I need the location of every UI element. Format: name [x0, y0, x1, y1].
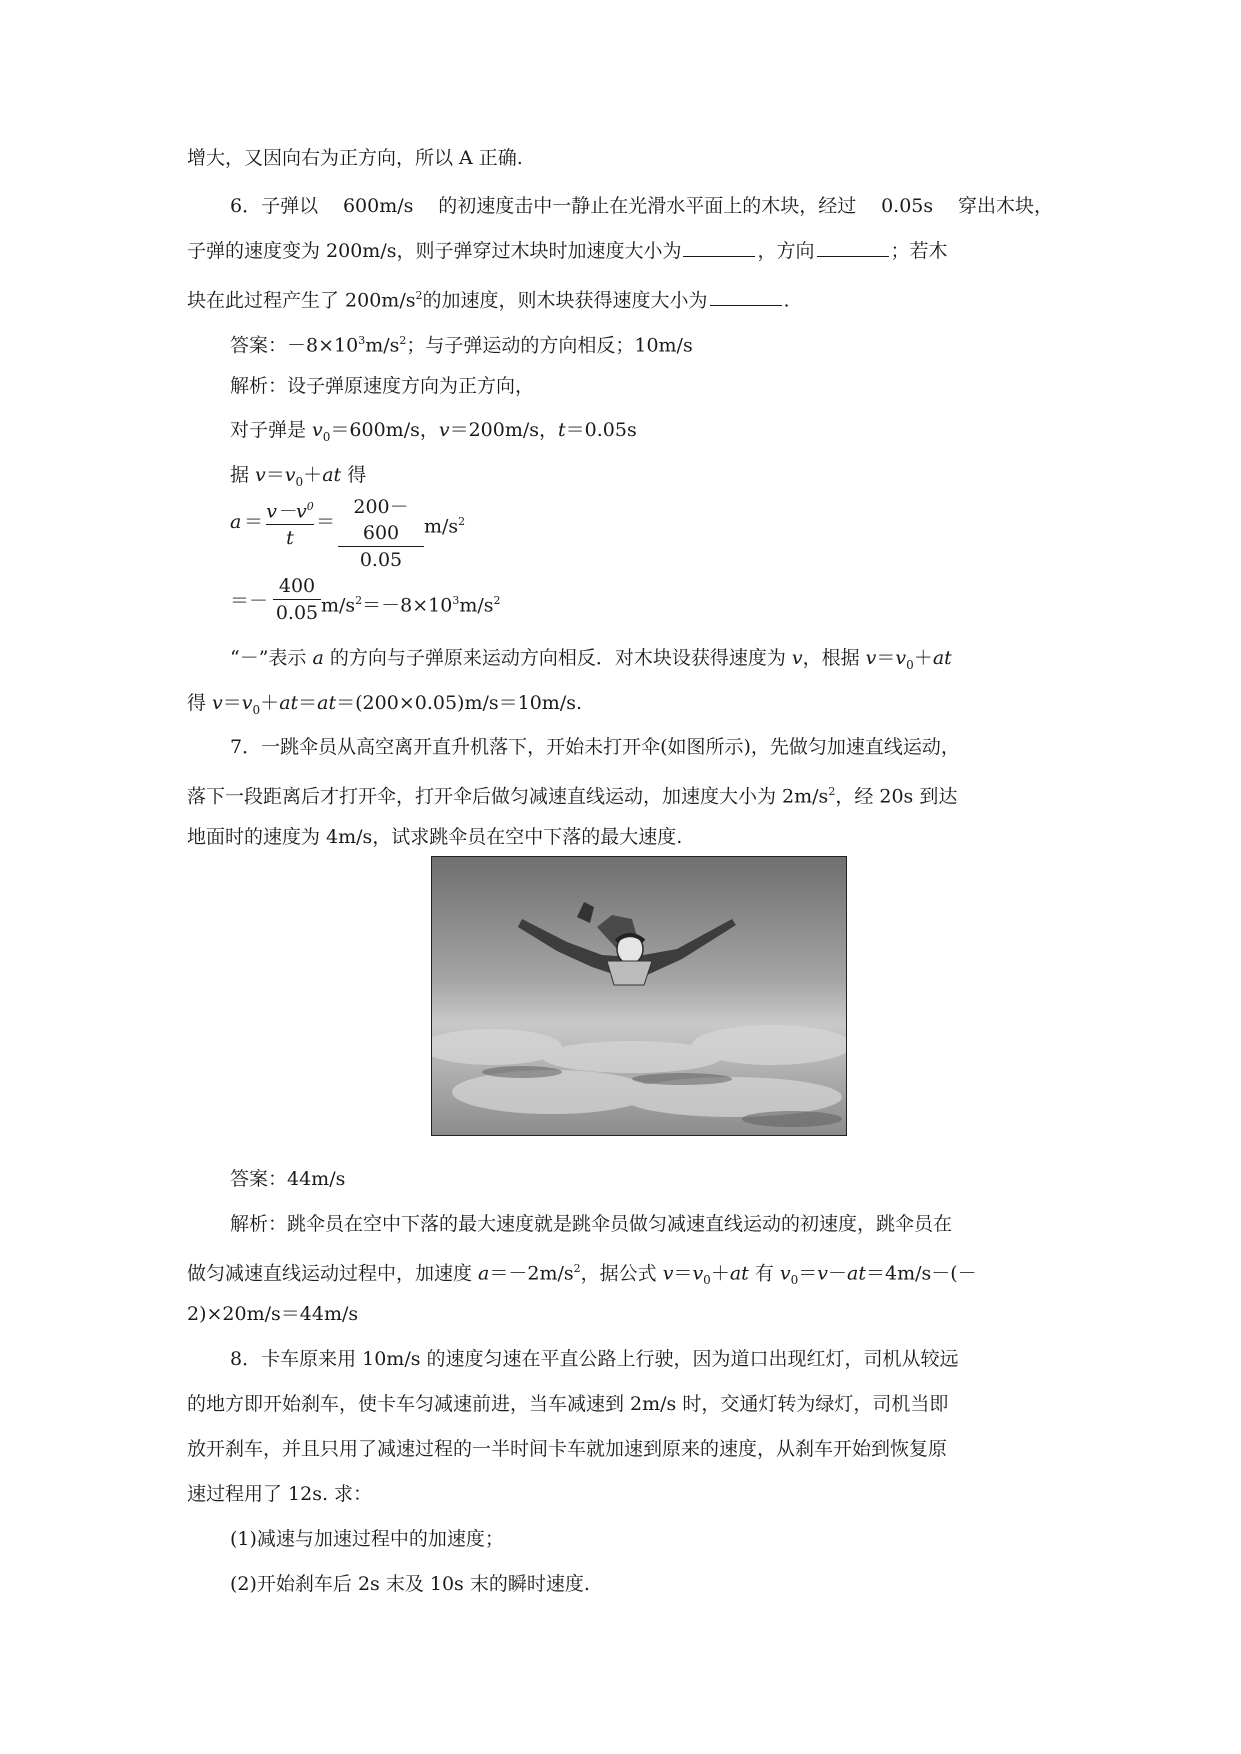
question-6-line-3: 块在此过程产生了 $200m/s^2$的加速度，则木块获得速度大小为 .	[187, 289, 790, 312]
solution-6-line-1: 解析：设子弹原速度方向为正方向，	[230, 375, 535, 397]
text-line: 增大，又因向右为正方向，所以 A 正确.	[187, 147, 523, 169]
question-6-line-1: 6．子弹以 600m/s 的初速度击中一静止在光滑水平面上的木块，经过 0.05s 穿出木块，	[230, 195, 1053, 217]
skydiver-image	[432, 857, 846, 1135]
solution-7-line-3: 2)×20m/s＝44m/s	[187, 1303, 359, 1325]
answer-blank[interactable]	[683, 238, 755, 257]
solution-6-line-5: 得 $v=v_0+at=at=(200\times 0.05)m/s=10m/s$.	[187, 692, 583, 717]
question-8-line-1: 8．卡车原来用 10m/s 的速度匀速在平直公路上行驶，因为道口出现红灯，司机从较远	[230, 1348, 959, 1370]
solution-6-line-2: 对子弹是 $v_0=600m/s$，v＝200m/s，t＝0.05s	[230, 419, 637, 444]
skydiver-photo	[431, 856, 847, 1136]
answer-blank[interactable]	[817, 238, 889, 257]
question-8-line-4: 速过程用了 12s. 求：	[187, 1483, 373, 1505]
fraction: 400 0.05	[273, 573, 321, 626]
answer-6: 答案：$-8\times 10^3m/s^2$；与子弹运动的方向相反；10m/s	[230, 334, 693, 357]
solution-7-line-2: 做匀减速直线运动过程中，加速度 $a=-2m/s^2$，据公式 $v=v_0+at$ 有 $v_0=v-at=4m/s-(-$	[187, 1262, 977, 1288]
solution-7-line-1: 解析：跳伞员在空中下落的最大速度就是跳伞员做匀减速直线运动的初速度，跳伞员在	[230, 1213, 953, 1235]
question-8-line-3: 放开刹车，并且只用了减速过程的一半时间卡车就加速到原来的速度，从刹车开始到恢复原	[187, 1438, 948, 1460]
solution-6-line-3: 据 $v=v_0+at$ 得	[230, 464, 367, 489]
question-7-line-1: 7．一跳伞员从高空离开直升机落下，开始未打开伞(如图所示)，先做匀加速直线运动，	[230, 736, 960, 758]
question-8-part-2: (2)开始刹车后 2s 末及 10s 末的瞬时速度.	[230, 1573, 590, 1595]
question-6-line-2: 子弹的速度变为 200m/s，则子弹穿过木块时加速度大小为 ，方向 ；若木	[187, 240, 948, 262]
question-7-line-3: 地面时的速度为 4m/s，试求跳伞员在空中下落的最大速度.	[187, 826, 683, 848]
fraction: $v-v^0$ t	[266, 500, 314, 550]
answer-blank[interactable]	[710, 287, 782, 306]
answer-7: 答案：44m/s	[230, 1168, 346, 1190]
question-8-line-2: 的地方即开始刹车，使卡车匀减速前进，当车减速到 2m/s 时，交通灯转为绿灯，司机当即	[187, 1393, 949, 1415]
question-7-line-2: 落下一段距离后才打开伞，打开伞后做匀减速直线运动，加速度大小为 $2m/s^2$，经 20s 到达	[187, 785, 958, 808]
fraction: 200－600 0.05	[338, 494, 424, 573]
solution-6-line-4: “－”表示 a 的方向与子弹原来运动方向相反．对木块设获得速度为 v，根据 $v=v_0+at$	[230, 647, 952, 672]
question-8-part-1: (1)减速与加速过程中的加速度；	[230, 1528, 504, 1550]
